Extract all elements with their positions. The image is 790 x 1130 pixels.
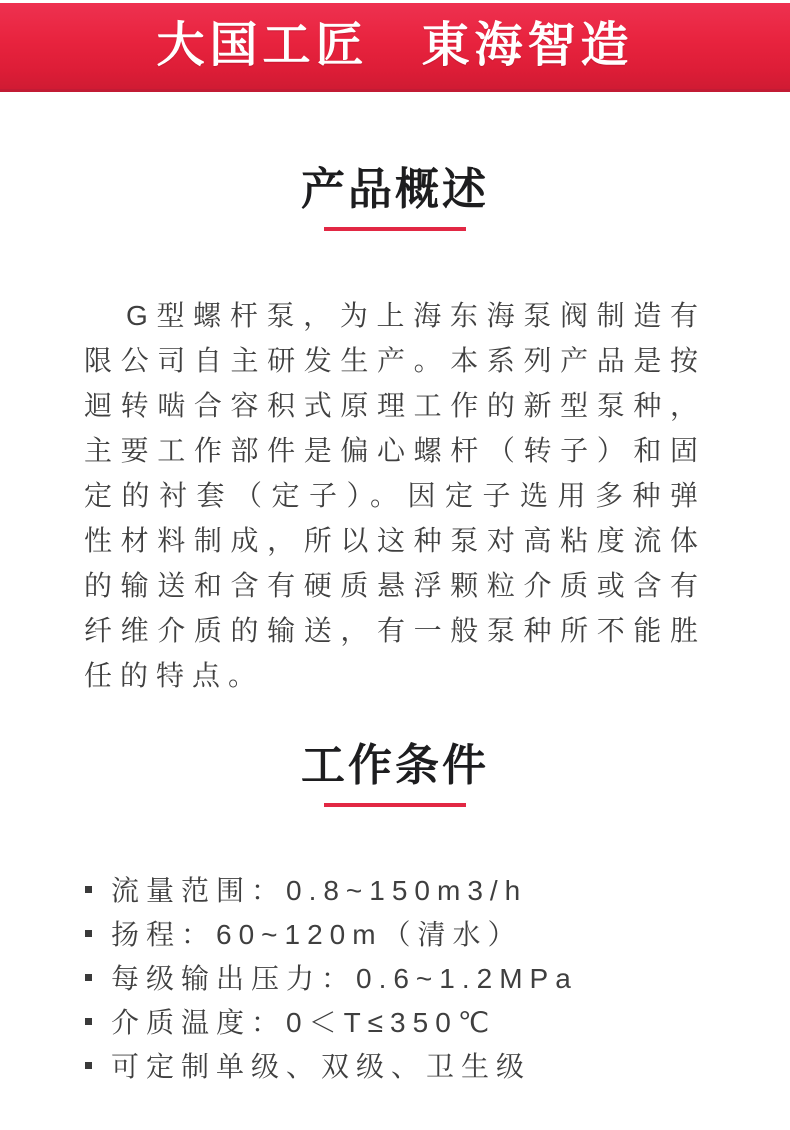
slogan-banner-title: 大国工匠 東海智造	[156, 19, 634, 72]
overview-section-header	[0, 165, 790, 231]
condition-item-text: 流量范围：0.8~150m3/h	[111, 875, 528, 906]
conditions-list	[85, 867, 725, 1087]
condition-item-text: 介质温度：0＜T≤350℃	[111, 1007, 497, 1038]
conditions-section-header	[0, 741, 790, 807]
bullet-dot	[85, 930, 92, 937]
bullet-dot	[85, 886, 92, 893]
bullet-dot	[85, 974, 92, 981]
condition-item-text: 每级输出压力：0.6~1.2MPa	[111, 963, 578, 994]
condition-item-text: 扬程：60~120m（清水）	[111, 919, 523, 950]
list-item	[85, 999, 725, 1043]
conditions-section-title: 工作条件	[301, 741, 489, 790]
list-item	[85, 911, 725, 955]
list-item	[85, 955, 725, 999]
conditions-title-underline	[324, 803, 466, 807]
overview-paragraph: G型螺杆泵，为上海东海泵阀制造有限公司自主研发生产。本系列产品是按迴转啮合容积式原理工作的新型泵种，主要工作部件是偏心螺杆（转子）和固定的衬套（定子）。因定子选用多种弹性材料制成，所以这种泵对高粘度流体的输送和含有硬质悬浮颗粒介质或含有纤维介质的输送，有一般泵种所不能胜任的特点。	[84, 300, 706, 691]
overview-section-title: 产品概述	[301, 165, 489, 214]
condition-item-text: 可定制单级、双级、卫生级	[111, 1051, 532, 1082]
list-item	[85, 1043, 725, 1087]
list-item	[85, 867, 725, 911]
overview-title-underline	[324, 227, 466, 231]
bullet-dot	[85, 1018, 92, 1025]
slogan-banner	[0, 3, 790, 92]
bullet-dot	[85, 1062, 92, 1069]
